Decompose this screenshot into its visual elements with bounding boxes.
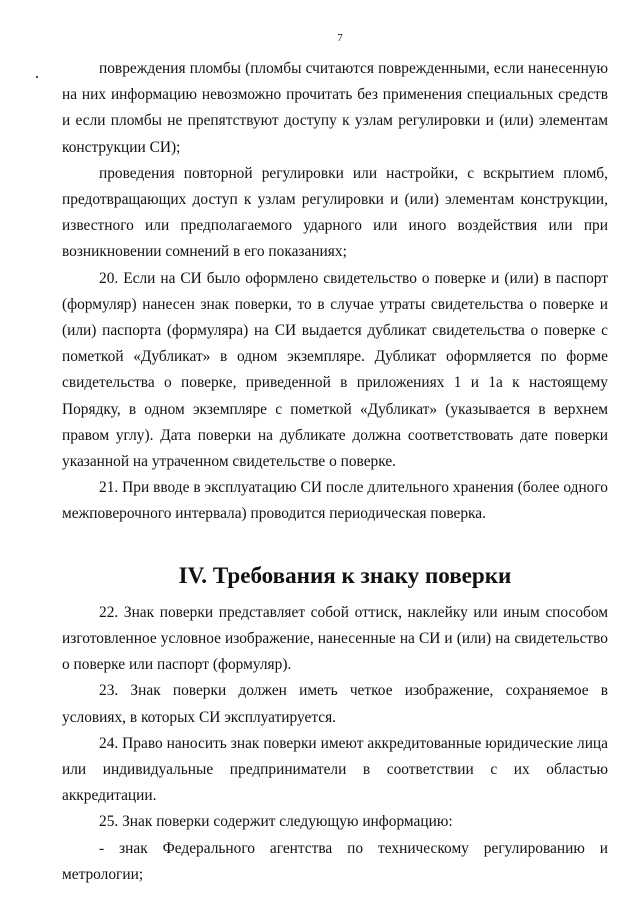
- paragraph-23-mark-clarity: 23. Знак поверки должен иметь четкое изображение, сохраняемое в условиях, в которых СИ эксплуатируется.: [62, 682, 608, 726]
- paragraph-20-duplicate: 20. Если на СИ было оформлено свидетельство о поверке и (или) в паспорт (формуляр) нанесен знак поверки, то в случае утраты свидетельства о поверке и (или) паспорта (формуляра) на СИ выдается дубликат свидетельства о поверке с пометкой «Дубликат» в одном экземпляре. Дубликат оформляется по форме свидетельства о поверке, приведенной в приложениях 1 и 1а к настоящему Порядку, в одном экземпляре с пометкой «Дубликат» (указывается в верхнем правом углу). Дата поверки на дубликате должна соответствовать дате поверки указанной на утраченном свидетельстве о поверке.: [62, 269, 608, 471]
- paragraph-21-commissioning: 21. При вводе в эксплуатацию СИ после длительного хранения (более одного межповерочного интервала) проводится периодическая поверка.: [62, 479, 608, 523]
- document-body: [62, 56, 608, 888]
- paragraph-24-right-to-mark: 24. Право наносить знак поверки имеют аккредитованные юридические лица или индивидуальные предприниматели в соответствии с их областью аккредитации.: [62, 734, 608, 805]
- paragraph-22-mark-definition: 22. Знак поверки представляет собой оттиск, наклейку или иным способом изготовленное условное изображение, нанесенные на СИ и (или) на свидетельство о поверке или паспорт (формуляр).: [62, 603, 608, 674]
- paragraph-seal-damage: повреждения пломбы (пломбы считаются поврежденными, если нанесенную на них информацию невозможно прочитать без применения специальных средств и если пломбы не препятствуют доступу к узлам регулировки и (или) элементам конструкции СИ);: [62, 60, 608, 156]
- scan-speck: [36, 76, 38, 78]
- paragraph-repeat-adjustment: проведения повторной регулировки или настройки, с вскрытием пломб, предотвращающих доступ к узлам регулировки и (или) элементам конструкции, известного или предполагаемого ударного или иного воздействия или при возникновении сомнений в его показаниях;: [62, 164, 608, 261]
- page-number: 7: [337, 32, 343, 44]
- paragraph-25-mark-content: 25. Знак поверки содержит следующую информацию:: [99, 813, 453, 831]
- list-item-agency-sign: - знак Федерального агентства по техническому регулированию и метрологии;: [62, 839, 608, 883]
- section-heading: IV. Требования к знаку поверки: [178, 561, 512, 588]
